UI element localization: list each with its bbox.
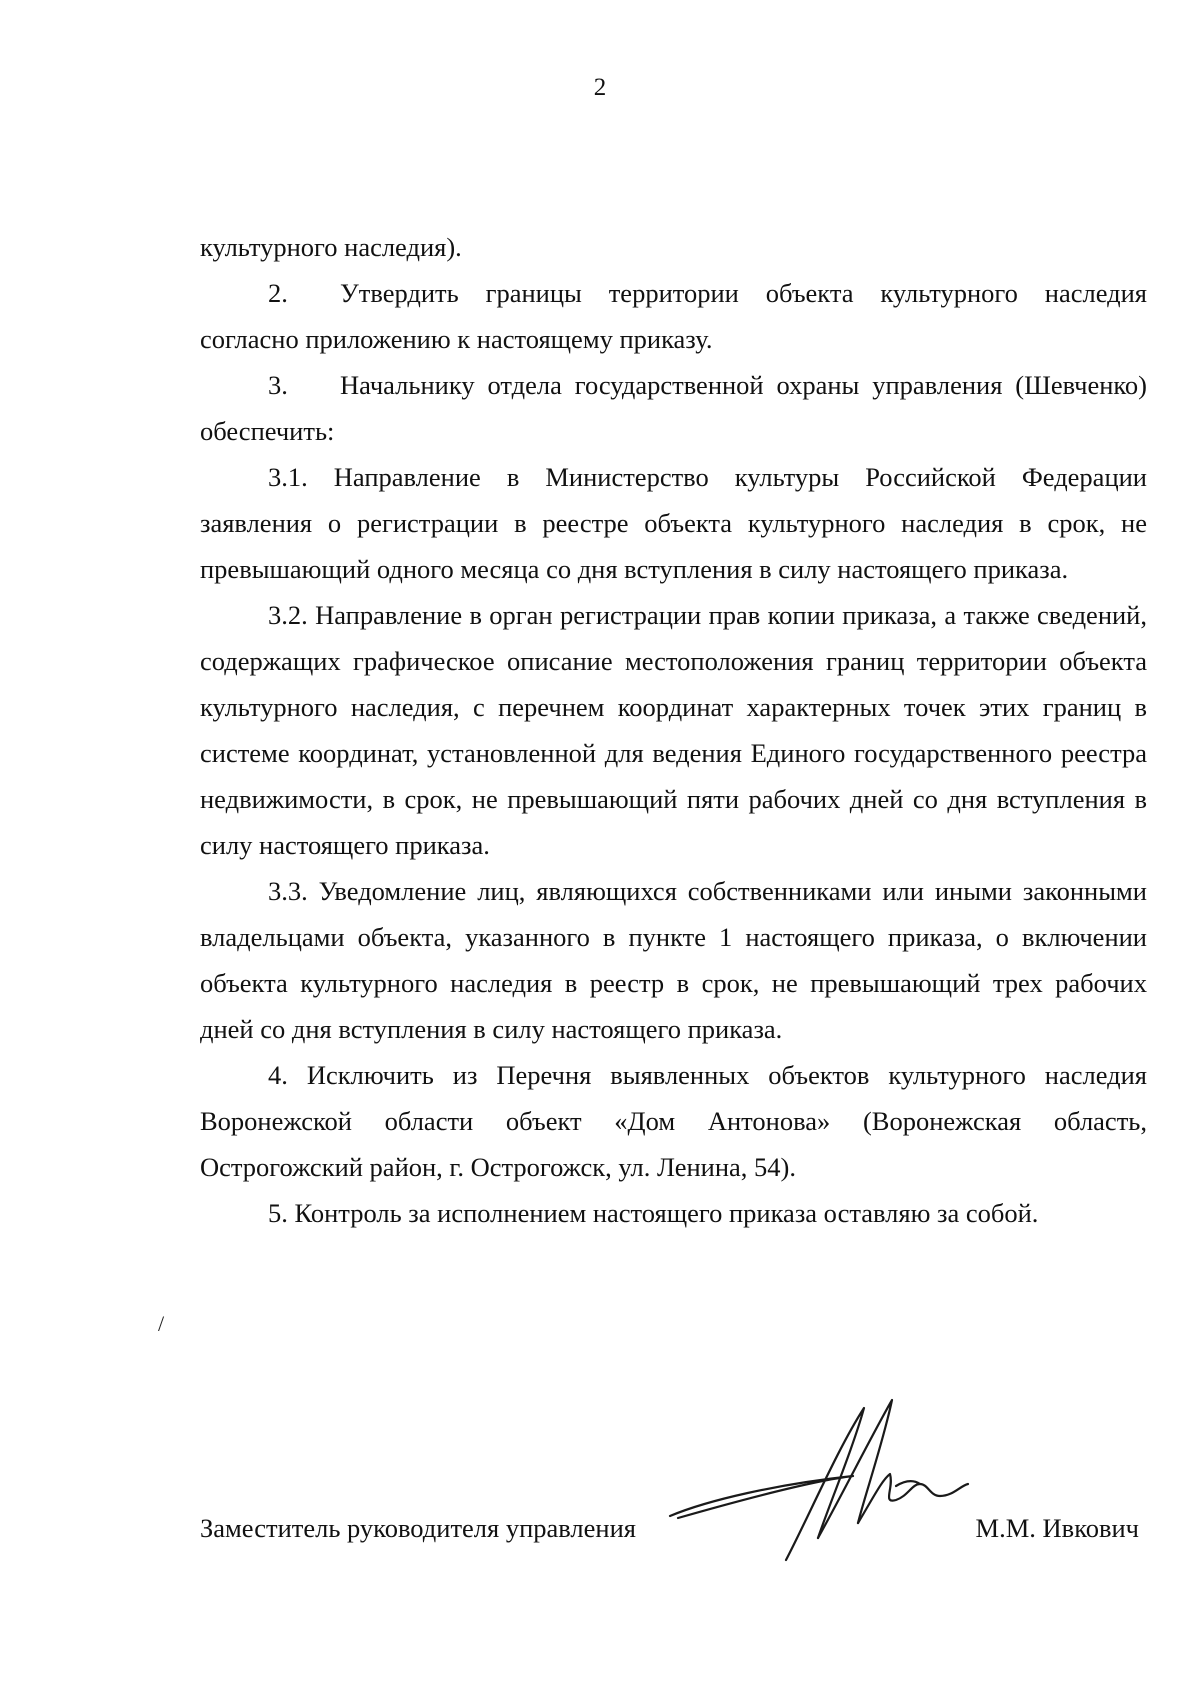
paragraph-text: 3.3. Уведомление лиц, являющихся собственниками или иными законными владельцами объекта, указанного в пункте 1 настоящего приказа, о включении объекта культурного наследия в реестр в срок, не превышающий трех рабочих дней со дня вступления в силу настоящего приказа. [200, 876, 1147, 1044]
signatory-title: Заместитель руководителя управления [200, 1513, 636, 1543]
paragraph-text: 4. Исключить из Перечня выявленных объектов культурного наследия Воронежской области объект «Дом Антонова» (Воронежская область, Острогожский район, г. Острогожск, ул. Ленина, 54). [200, 1060, 1147, 1182]
paragraph-item-5 [200, 1190, 1147, 1236]
paragraph-text: Начальнику отдела государственной охраны управления (Шевченко) обеспечить: [200, 370, 1147, 446]
item-number: 2. [268, 278, 288, 308]
paragraph-item-3 [200, 362, 1147, 454]
paragraph-continuation [200, 224, 1147, 270]
item-number: 3. [268, 370, 288, 400]
paragraph-text: культурного наследия). [200, 232, 462, 262]
page-number: 2 [593, 74, 607, 101]
paragraph-text: 3.1. Направление в Министерство культуры Российской Федерации заявления о регистрации в реестре объекта культурного наследия в срок, не превышающий одного месяца со дня вступления в силу настоящего приказа. [200, 462, 1147, 584]
handwritten-signature [668, 1388, 988, 1568]
paragraph-text: 5. Контроль за исполнением настоящего приказа оставляю за собой. [268, 1198, 1039, 1228]
paragraph-text: 3.2. Направление в орган регистрации прав копии приказа, а также сведений, содержащих графическое описание местоположения границ территории объекта культурного наследия, с перечнем координат характерных точек этих границ в системе координат, установленной для ведения Единого государственного реестра недвижимости, в срок, не превышающий пяти рабочих дней со дня вступления в силу настоящего приказа. [200, 600, 1147, 860]
document-body [200, 224, 1147, 1236]
paragraph-item-3-1 [200, 454, 1147, 592]
paragraph-item-3-3 [200, 868, 1147, 1052]
paragraph-item-4 [200, 1052, 1147, 1190]
paragraph-text: Утвердить границы территории объекта культурного наследия согласно приложению к настоящему приказу. [200, 278, 1147, 354]
signature-block [200, 1460, 1147, 1580]
paragraph-item-2 [200, 270, 1147, 362]
paragraph-item-3-2 [200, 592, 1147, 868]
signatory-name: М.М. Ивкович [975, 1513, 1139, 1543]
stray-mark: / [158, 1311, 165, 1336]
